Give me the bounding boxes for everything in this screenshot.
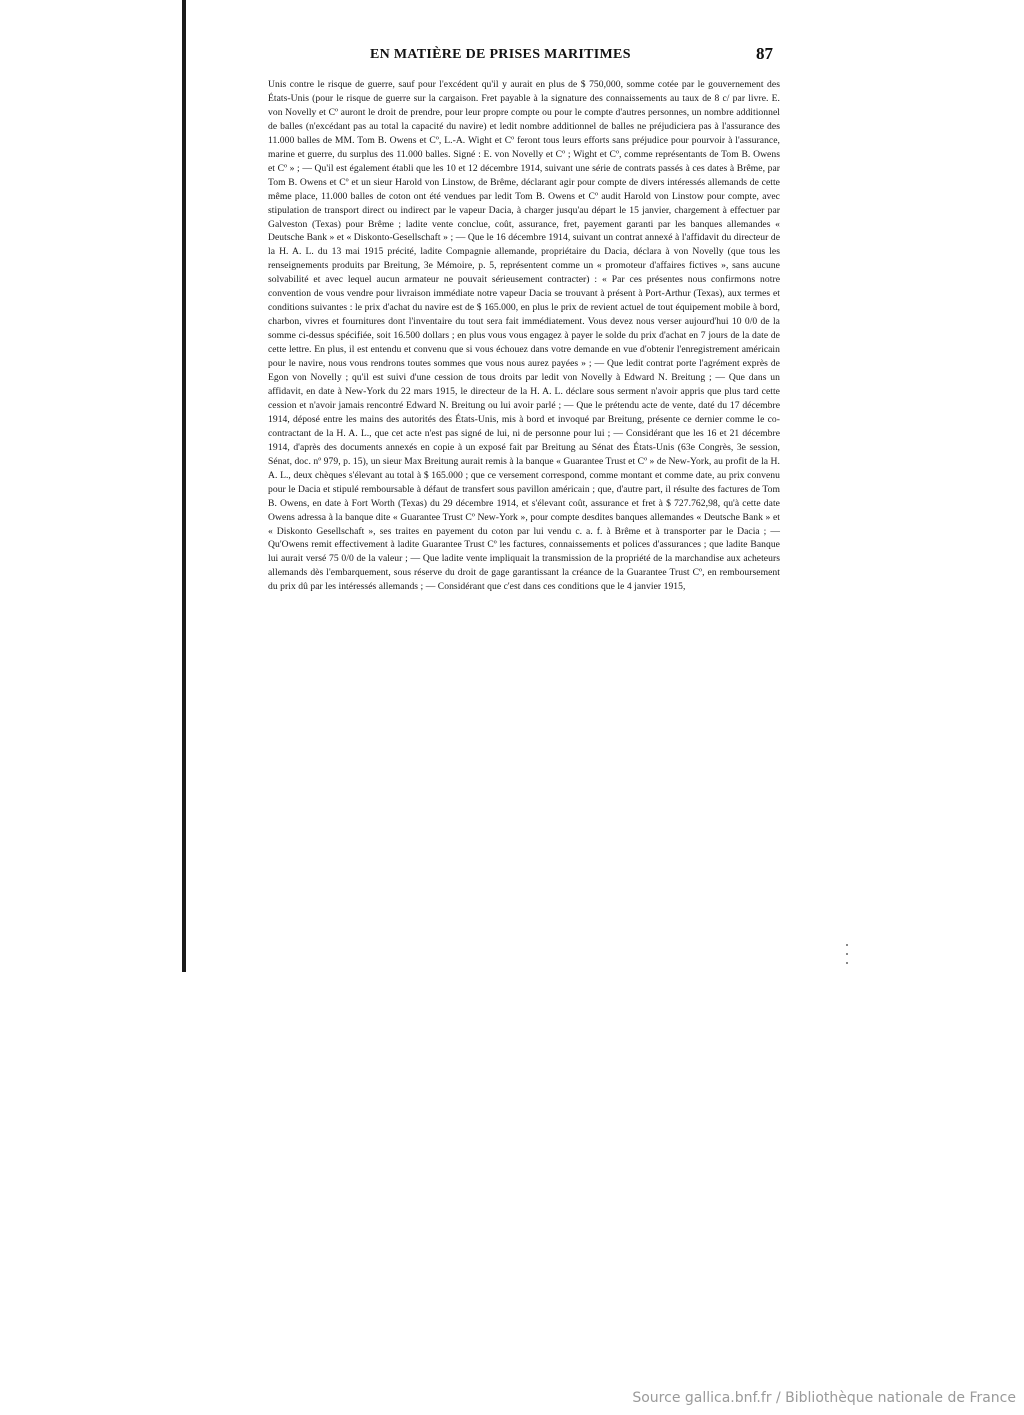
running-head: EN MATIÈRE DE PRISES MARITIMES — [370, 47, 631, 62]
source-credit: Source gallica.bnf.fr / Bibliothèque nationale de France — [632, 1390, 1016, 1406]
body-paragraph: Unis contre le risque de guerre, sauf pour l'excédent qu'il y aurait en plus de $ 750,000, somme cotée par le gouvernement des États-Unis (pour le risque de guerre sur la cargaison. Fret payable à la signature des connaissements au taux de 8 c/ par livre. E. von Novelly et Cº auront le droit de prendre, pour leur propre compte ou pour le compte d'autres personnes, un nombre additionnel de balles (n'excédant pas au total la capacité du navire) et ledit nombre additionnel de balles ne préjudiciera pas à l'assurance des 11.000 balles de MM. Tom B. Owens et Cº, L.-A. Wight et Cº feront tous leurs efforts sans préjudice pour pourvoir à l'assurance, marine et guerre, du surplus des 11.000 balles. Signé : E. von Novelly et Cº ; Wight et Cº, comme représentants de Tom B. Owens et Cº » ; — Qu'il est également établi que les 10 et 12 décembre 1914, suivant une série de contrats passés à ces dates à Brême, par Tom B. Owens et Cº et un sieur Harold von Linstow, de Brême, déclarant agir pour compte de divers intéressés allemands de cette même place, 11.000 balles de coton ont été vendues par ledit Tom B. Owens et Cº audit Harold von Linstow pour compte, avec stipulation de transport direct ou indirect par le vapeur Dacia, à charger jusqu'au départ le 15 janvier, chargement à effectuer par Galveston (Texas) pour Brême ; ladite vente conclue, coût, assurance, fret, payement garanti par les banques allemandes « Deutsche Bank » et « Diskonto-Gesellschaft » ; — Que le 16 décembre 1914, suivant un contrat annexé à l'affidavit du directeur de la H. A. L. du 13 mai 1915 précité, ladite Compagnie allemande, propriétaire du Dacia, déclara à von Novelly (que tous les renseignements produits par Breitung, 3e Mémoire, p. 5, représentent comme un « promoteur d'affaires fictives », sans aucune solvabilité et avec lequel aucun armateur ne pouvait sérieusement contracter) : « Par ces présentes nous confirmons notre convention de vous vendre pour livraison immédiate notre vapeur Dacia se trouvant à présent à Port-Arthur (Texas), aux termes et conditions suivantes : le prix d'achat du navire est de $ 165.000, en plus le prix de revient actuel de tout équipement mobile à bord, charbon, vivres et fournitures dont l'inventaire du tout sera fait immédiatement. Vous devez nous verser aujourd'hui 10 0/0 de la somme ci-dessus spécifiée, soit 16.500 dollars ; en plus vous vous engagez à payer le solde du prix d'achat en 7 jours de la date de cette lettre. En plus, il est entendu et convenu que si vous échouez dans votre demande en vue d'obtenir l'enregistrement américain pour le navire, nous vous rendrons toutes sommes que vous nous aurez payées » ; — Que ledit contrat porte l'agrément exprès de Egon von Novelly ; qu'il est suivi d'une cession de tous droits par ledit von Novelly à Edward N. Breitung ; — Que dans un affidavit, en date à New-York du 22 mars 1915, le directeur de la H. A. L. déclare sous serment n'avoir appris que plus tard cette cession et n'avoir jamais rencontré Edward N. Breitung ou lui avoir parlé ; — Que le prétendu acte de vente, daté du 17 décembre 1914, déposé entre les mains des autorités des États-Unis, mis à bord et invoqué par Breitung, présente ce dernier comme le co-contractant de la H. A. L., que cet acte n'est pas signé de lui, ni de personne pour lui ; — Considérant que les 16 et 21 décembre 1914, d'après des documents annexés en copie à un exposé fait par Breitung au Sénat des États-Unis (63e Congrès, 3e session, Sénat, doc. nº 979, p. 15), un sieur Max Breitung aurait remis à la banque « Guarantee Trust et Cº » de New-York, au profit de la H. A. L., deux chèques s'élevant au total à $ 165.000 ; que ce versement correspond, comme montant et comme date, au prix convenu pour le Dacia et stipulé remboursable à défaut de transfert sous pavillon américain ; que, d'autre part, il résulte des factures de Tom B. Owens, en date à Fort Worth (Texas) du 29 décembre 1914, et s'élevant coût, assurance et fret à $ 727.762,98, qu'à cette date Owens adressa à la banque dite « Guarantee Trust Cº New-York », pour compte desdites banques allemandes « Deutsche Bank » et « Diskonto Gesellschaft », ses traites en payement du coton par lui vendu c. a. f. à Brême et à transporter par le Dacia ; — Qu'Owens remit effectivement à ladite Guarantee Trust Cº les factures, connaissements et polices d'assurances ; que ladite Banque lui aurait versé 75 0/0 de la valeur ; — Que ladite vente impliquait la transmission de la propriété de la marchandise aux acheteurs allemands dès l'embarquement, sous réserve du droit de gage garantissant la créance de la Guarantee Trust Cº, en remboursement du prix dû par les intéressés allemands ; — Considérant que c'est dans ces conditions que le 4 janvier 1915, — [268, 79, 780, 593]
margin-dot — [846, 944, 848, 946]
margin-dot — [846, 953, 848, 955]
body-text — [268, 78, 780, 594]
margin-marks — [845, 944, 849, 974]
page-number: 87 — [756, 44, 773, 63]
page-edge-shadow — [182, 0, 186, 972]
margin-dot — [846, 962, 848, 964]
